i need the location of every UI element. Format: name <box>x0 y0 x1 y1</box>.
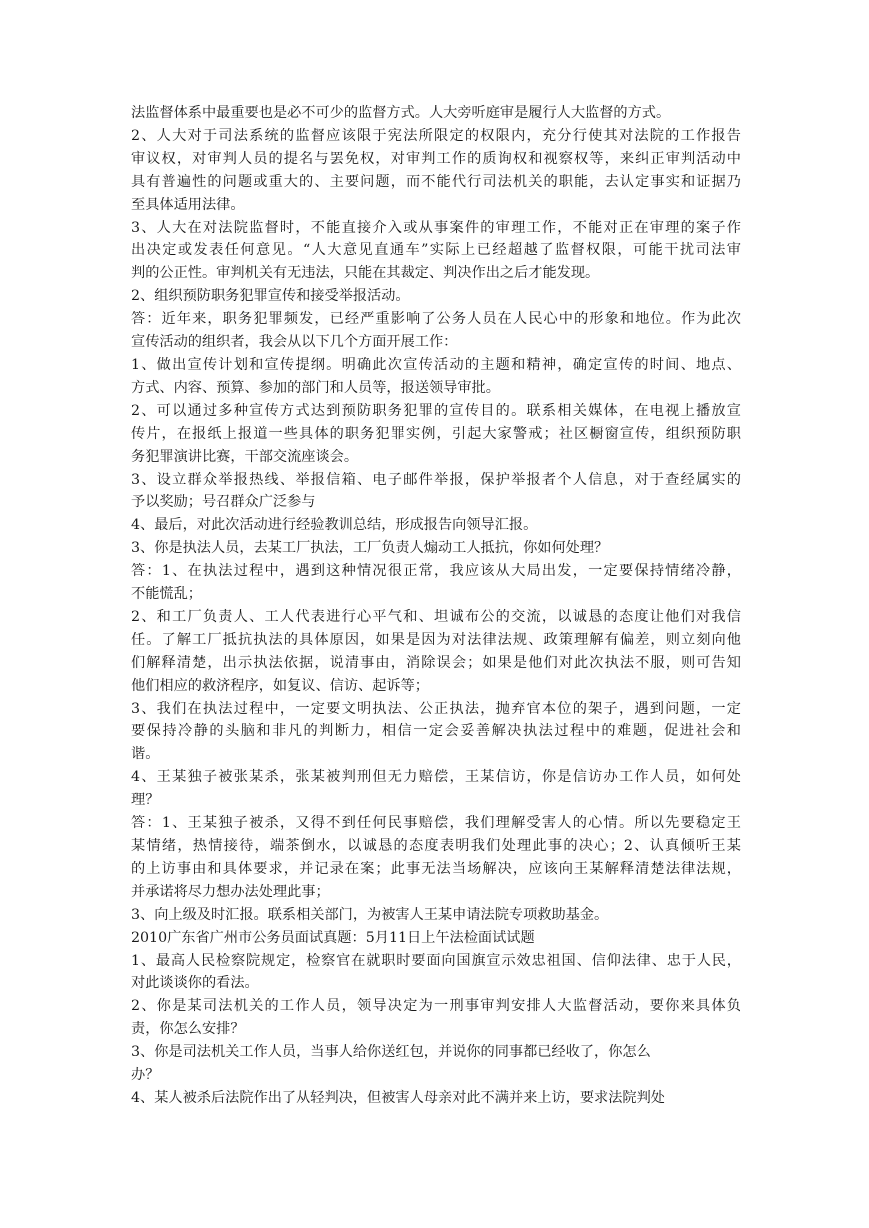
text-line: 要保持冷静的头脑和非凡的判断力，相信一定会妥善解决执法过程中的难题，促进社会和 <box>131 723 741 740</box>
text-line: 3、你是执法人员，去某工厂执法，工厂负责人煽动工人抵抗，你如何处理？ <box>131 540 609 557</box>
text-line: 们解释清楚，出示执法依据，说清事由，消除误会；如果是他们对此次执法不服，则可告知 <box>131 654 741 671</box>
text-line: 2、人大对于司法系统的监督应该限于宪法所限定的权限内，充分行使其对法院的工作报告 <box>131 127 741 144</box>
text-line: 2、你是某司法机关的工作人员，领导决定为一刑事审判安排人大监督活动，要你来具体负 <box>131 998 741 1015</box>
text-line: 责，你怎么安排？ <box>131 1021 245 1038</box>
text-line: 2010广东省广州市公务员面试真题：5月11日上午法检面试试题 <box>131 929 535 946</box>
text-line: 1、最高人民检察院规定，检察官在就职时要面向国旗宣示效忠祖国、信仰法律、忠于人民， <box>131 952 741 969</box>
text-line: 答：1、王某独子被杀，又得不到任何民事赔偿，我们理解受害人的心情。所以先要稳定王 <box>131 815 741 832</box>
text-line: 办？ <box>131 1067 160 1084</box>
text-line: 具有普遍性的问题或重大的、主要问题，而不能代行司法机关的职能，去认定事实和证据乃 <box>131 173 741 190</box>
text-line: 2、组织预防职务犯罪宣传和接受举报活动。 <box>131 288 410 305</box>
text-line: 4、最后，对此次活动进行经验教训总结，形成报告向领导汇报。 <box>131 517 538 534</box>
text-line: 的上访事由和具体要求，并记录在案；此事无法当场解决，应该向王某解释清楚法律法规， <box>131 860 741 877</box>
document-body <box>131 102 741 1110</box>
text-line: 某情绪，热情接待，端茶倒水，以诚恳的态度表明我们处理此事的决心；2、认真倾听王某 <box>131 838 741 854</box>
text-line: 答：近年来，职务犯罪频发，已经严重影响了公务人员在人民心中的形象和地位。作为此次 <box>131 311 741 328</box>
text-line: 不能慌乱； <box>131 586 202 603</box>
text-line: 2、可以通过多种宣传方式达到预防职务犯罪的宣传目的。联系相关媒体，在电视上播放宣 <box>131 402 741 419</box>
text-line: 务犯罪演讲比赛，干部交流座谈会。 <box>131 448 359 465</box>
text-line: 至具体适用法律。 <box>131 196 245 213</box>
text-line: 4、某人被杀后法院作出了从轻判决，但被害人母亲对此不满并来上访，要求法院判处 <box>131 1089 665 1106</box>
text-line: 3、你是司法机关工作人员，当事人给你送红包，并说你的同事都已经收了，你怎么 <box>131 1044 651 1061</box>
text-line: 3、设立群众举报热线、举报信箱、电子邮件举报，保护举报者个人信息，对于查经属实的 <box>131 471 741 488</box>
text-line: 宣传活动的组织者，我会从以下几个方面开展工作： <box>131 334 458 351</box>
text-line: 传片，在报纸上报道一些具体的职务犯罪实例，引起大家警戒；社区橱窗宣传，组织预防职 <box>131 425 741 442</box>
text-line: 3、向上级及时汇报。联系相关部门，为被害人王某申请法院专项救助基金。 <box>131 906 609 923</box>
text-line: 答：1、在执法过程中，遇到这种情况很正常，我应该从大局出发，一定要保持情绪冷静， <box>131 563 741 580</box>
text-line: 谐。 <box>131 746 160 763</box>
text-line: 2、和工厂负责人、工人代表进行心平气和、坦诚布公的交流，以诚恳的态度让他们对我信 <box>131 608 741 625</box>
text-line: 3、我们在执法过程中，一定要文明执法、公正执法，抛弃官本位的架子，遇到问题，一定 <box>131 700 741 717</box>
text-line: 他们相应的救济程序，如复议、信访、起诉等； <box>131 677 429 694</box>
text-line: 任。了解工厂抵抗执法的具体原因，如果是因为对法律法规、政策理解有偏差，则立刻向他 <box>131 631 741 648</box>
text-line: 判的公正性。审判机关有无违法，只能在其裁定、判决作出之后才能发现。 <box>131 265 600 282</box>
text-line: 4、王某独子被张某杀，张某被判刑但无力赔偿，王某信访，你是信访办工作人员，如何处 <box>131 769 741 786</box>
text-line: 3、人大在对法院监督时，不能直接介入或从事案件的审理工作，不能对正在审理的案子作 <box>131 219 741 236</box>
text-line: 法监督体系中最重要也是必不可少的监督方式。人大旁听庭审是履行人大监督的方式。 <box>131 105 671 121</box>
text-line: 并承诺将尽力想办法处理此事； <box>131 883 330 900</box>
text-line: 对此谈谈你的看法。 <box>131 975 259 992</box>
text-line: 出决定或发表任何意见。“人大意见直通车”实际上已经超越了监督权限，可能干扰司法审 <box>131 242 741 259</box>
text-line: 1、做出宣传计划和宣传提纲。明确此次宣传活动的主题和精神，确定宣传的时间、地点、 <box>131 356 741 373</box>
text-line: 方式、内容、预算、参加的部门和人员等，报送领导审批。 <box>131 379 500 396</box>
text-line: 予以奖励；号召群众广泛参与 <box>131 494 316 511</box>
text-line: 理？ <box>131 792 160 809</box>
text-line: 审议权，对审判人员的提名与罢免权，对审判工作的质询权和视察权等，来纠正审判活动中 <box>131 150 741 167</box>
